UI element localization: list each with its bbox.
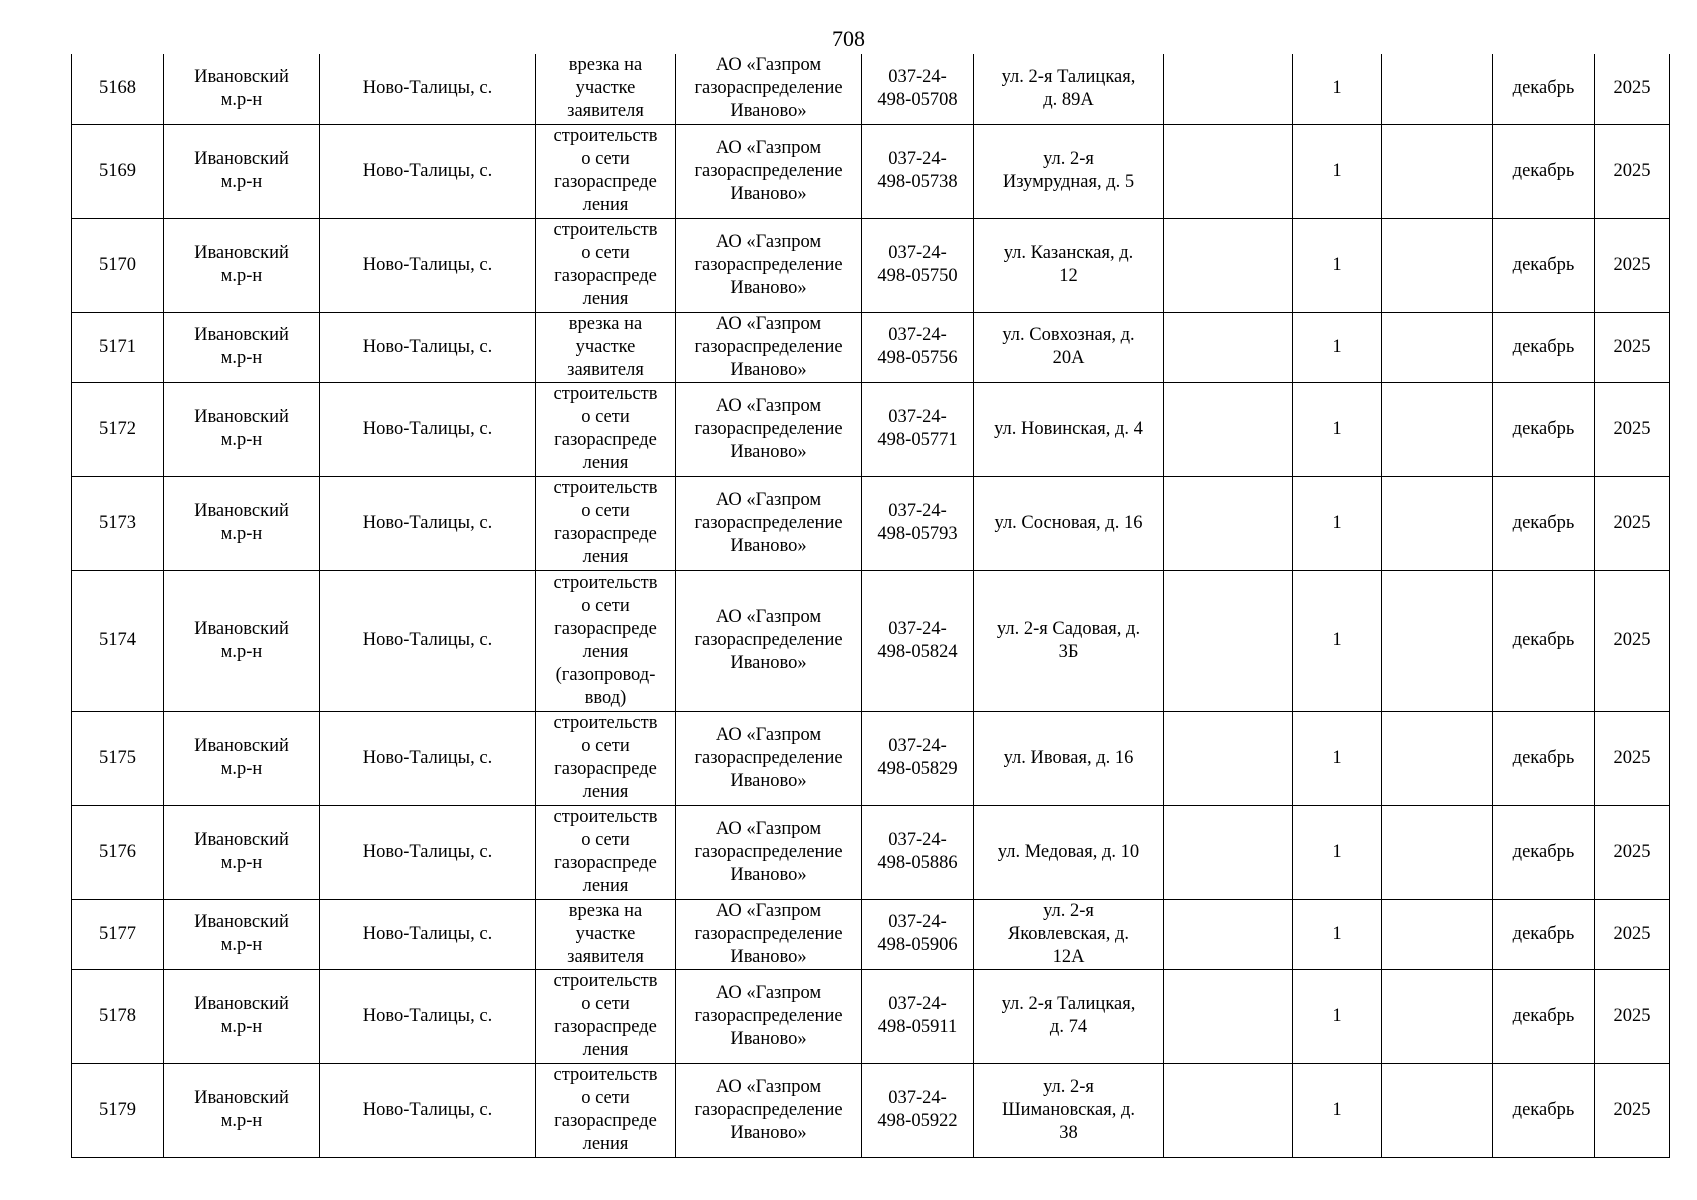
organization-cell: АО «Газпром газораспределение Иваново»	[676, 218, 862, 312]
quantity-cell: 1	[1293, 218, 1382, 312]
empty-cell	[1164, 54, 1293, 124]
work-type-cell: врезка на участке заявителя	[536, 312, 676, 382]
empty-cell	[1164, 124, 1293, 218]
month-cell: декабрь	[1493, 54, 1595, 124]
settlement-cell: Ново-Талицы, с.	[320, 570, 536, 711]
district-cell: Ивановский м.р-н	[164, 1063, 320, 1157]
empty-cell	[1382, 711, 1493, 805]
organization-cell: АО «Газпром газораспределение Иваново»	[676, 312, 862, 382]
address-cell: ул. 2-я Шимановская, д. 38	[974, 1063, 1164, 1157]
year-cell: 2025	[1595, 969, 1670, 1063]
address-cell: ул. Казанская, д. 12	[974, 218, 1164, 312]
quantity-cell: 1	[1293, 711, 1382, 805]
district-cell: Ивановский м.р-н	[164, 969, 320, 1063]
empty-cell	[1382, 805, 1493, 899]
district-cell: Ивановский м.р-н	[164, 218, 320, 312]
empty-cell	[1382, 124, 1493, 218]
month-cell: декабрь	[1493, 969, 1595, 1063]
row-number-cell: 5177	[72, 899, 164, 969]
quantity-cell: 1	[1293, 570, 1382, 711]
application-code-cell: 037-24- 498-05771	[862, 382, 974, 476]
settlement-cell: Ново-Талицы, с.	[320, 382, 536, 476]
quantity-cell: 1	[1293, 54, 1382, 124]
district-cell: Ивановский м.р-н	[164, 312, 320, 382]
work-type-cell: строительств о сети газораспреде ления	[536, 476, 676, 570]
settlement-cell: Ново-Талицы, с.	[320, 969, 536, 1063]
work-type-cell: врезка на участке заявителя	[536, 54, 676, 124]
organization-cell: АО «Газпром газораспределение Иваново»	[676, 969, 862, 1063]
district-cell: Ивановский м.р-н	[164, 711, 320, 805]
row-number-cell: 5179	[72, 1063, 164, 1157]
quantity-cell: 1	[1293, 382, 1382, 476]
year-cell: 2025	[1595, 570, 1670, 711]
month-cell: декабрь	[1493, 476, 1595, 570]
work-type-cell: строительств о сети газораспреде ления	[536, 969, 676, 1063]
work-type-cell: строительств о сети газораспреде ления (газопровод- ввод)	[536, 570, 676, 711]
organization-cell: АО «Газпром газораспределение Иваново»	[676, 476, 862, 570]
empty-cell	[1382, 570, 1493, 711]
address-cell: ул. 2-я Талицкая, д. 74	[974, 969, 1164, 1063]
year-cell: 2025	[1595, 54, 1670, 124]
application-code-cell: 037-24- 498-05750	[862, 218, 974, 312]
row-number-cell: 5175	[72, 711, 164, 805]
empty-cell	[1164, 218, 1293, 312]
row-number-cell: 5173	[72, 476, 164, 570]
registry-table	[71, 54, 1670, 1158]
month-cell: декабрь	[1493, 570, 1595, 711]
year-cell: 2025	[1595, 382, 1670, 476]
empty-cell	[1382, 969, 1493, 1063]
organization-cell: АО «Газпром газораспределение Иваново»	[676, 124, 862, 218]
empty-cell	[1382, 476, 1493, 570]
empty-cell	[1382, 312, 1493, 382]
application-code-cell: 037-24- 498-05922	[862, 1063, 974, 1157]
quantity-cell: 1	[1293, 312, 1382, 382]
row-number-cell: 5176	[72, 805, 164, 899]
month-cell: декабрь	[1493, 124, 1595, 218]
settlement-cell: Ново-Талицы, с.	[320, 218, 536, 312]
settlement-cell: Ново-Талицы, с.	[320, 312, 536, 382]
application-code-cell: 037-24- 498-05906	[862, 899, 974, 969]
row-number-cell: 5178	[72, 969, 164, 1063]
organization-cell: АО «Газпром газораспределение Иваново»	[676, 1063, 862, 1157]
empty-cell	[1164, 805, 1293, 899]
table-row	[72, 124, 1670, 218]
quantity-cell: 1	[1293, 899, 1382, 969]
district-cell: Ивановский м.р-н	[164, 54, 320, 124]
address-cell: ул. 2-я Изумрудная, д. 5	[974, 124, 1164, 218]
month-cell: декабрь	[1493, 711, 1595, 805]
row-number-cell: 5171	[72, 312, 164, 382]
empty-cell	[1164, 899, 1293, 969]
address-cell: ул. Новинская, д. 4	[974, 382, 1164, 476]
address-cell: ул. Ивовая, д. 16	[974, 711, 1164, 805]
table-row	[72, 312, 1670, 382]
address-cell: ул. Совхозная, д. 20А	[974, 312, 1164, 382]
row-number-cell: 5169	[72, 124, 164, 218]
application-code-cell: 037-24- 498-05829	[862, 711, 974, 805]
year-cell: 2025	[1595, 805, 1670, 899]
year-cell: 2025	[1595, 124, 1670, 218]
work-type-cell: строительств о сети газораспреде ления	[536, 1063, 676, 1157]
table-row	[72, 218, 1670, 312]
work-type-cell: строительств о сети газораспреде ления	[536, 124, 676, 218]
organization-cell: АО «Газпром газораспределение Иваново»	[676, 711, 862, 805]
year-cell: 2025	[1595, 1063, 1670, 1157]
empty-cell	[1382, 1063, 1493, 1157]
district-cell: Ивановский м.р-н	[164, 476, 320, 570]
organization-cell: АО «Газпром газораспределение Иваново»	[676, 382, 862, 476]
address-cell: ул. Медовая, д. 10	[974, 805, 1164, 899]
work-type-cell: строительств о сети газораспреде ления	[536, 711, 676, 805]
table-row	[72, 1063, 1670, 1157]
district-cell: Ивановский м.р-н	[164, 382, 320, 476]
year-cell: 2025	[1595, 476, 1670, 570]
table-row	[72, 476, 1670, 570]
district-cell: Ивановский м.р-н	[164, 899, 320, 969]
year-cell: 2025	[1595, 312, 1670, 382]
row-number-cell: 5172	[72, 382, 164, 476]
district-cell: Ивановский м.р-н	[164, 124, 320, 218]
settlement-cell: Ново-Талицы, с.	[320, 805, 536, 899]
quantity-cell: 1	[1293, 124, 1382, 218]
district-cell: Ивановский м.р-н	[164, 570, 320, 711]
work-type-cell: строительств о сети газораспреде ления	[536, 382, 676, 476]
application-code-cell: 037-24- 498-05708	[862, 54, 974, 124]
empty-cell	[1164, 969, 1293, 1063]
address-cell: ул. 2-я Яковлевская, д. 12А	[974, 899, 1164, 969]
year-cell: 2025	[1595, 711, 1670, 805]
work-type-cell: врезка на участке заявителя	[536, 899, 676, 969]
address-cell: ул. Сосновая, д. 16	[974, 476, 1164, 570]
row-number-cell: 5174	[72, 570, 164, 711]
empty-cell	[1382, 382, 1493, 476]
row-number-cell: 5170	[72, 218, 164, 312]
row-number-cell: 5168	[72, 54, 164, 124]
table-row	[72, 969, 1670, 1063]
month-cell: декабрь	[1493, 382, 1595, 476]
empty-cell	[1164, 570, 1293, 711]
year-cell: 2025	[1595, 899, 1670, 969]
empty-cell	[1164, 476, 1293, 570]
month-cell: декабрь	[1493, 1063, 1595, 1157]
table-row	[72, 54, 1670, 124]
empty-cell	[1164, 1063, 1293, 1157]
work-type-cell: строительств о сети газораспреде ления	[536, 218, 676, 312]
page-number: 708	[832, 26, 865, 51]
quantity-cell: 1	[1293, 969, 1382, 1063]
empty-cell	[1164, 711, 1293, 805]
quantity-cell: 1	[1293, 805, 1382, 899]
organization-cell: АО «Газпром газораспределение Иваново»	[676, 899, 862, 969]
application-code-cell: 037-24- 498-05911	[862, 969, 974, 1063]
application-code-cell: 037-24- 498-05756	[862, 312, 974, 382]
table-row	[72, 805, 1670, 899]
empty-cell	[1382, 899, 1493, 969]
empty-cell	[1164, 382, 1293, 476]
empty-cell	[1164, 312, 1293, 382]
year-cell: 2025	[1595, 218, 1670, 312]
empty-cell	[1382, 218, 1493, 312]
work-type-cell: строительств о сети газораспреде ления	[536, 805, 676, 899]
quantity-cell: 1	[1293, 1063, 1382, 1157]
table-row	[72, 382, 1670, 476]
settlement-cell: Ново-Талицы, с.	[320, 124, 536, 218]
settlement-cell: Ново-Талицы, с.	[320, 476, 536, 570]
table-row	[72, 899, 1670, 969]
month-cell: декабрь	[1493, 312, 1595, 382]
settlement-cell: Ново-Талицы, с.	[320, 899, 536, 969]
application-code-cell: 037-24- 498-05738	[862, 124, 974, 218]
district-cell: Ивановский м.р-н	[164, 805, 320, 899]
organization-cell: АО «Газпром газораспределение Иваново»	[676, 54, 862, 124]
settlement-cell: Ново-Талицы, с.	[320, 54, 536, 124]
month-cell: декабрь	[1493, 218, 1595, 312]
application-code-cell: 037-24- 498-05793	[862, 476, 974, 570]
table-row	[72, 570, 1670, 711]
application-code-cell: 037-24- 498-05824	[862, 570, 974, 711]
empty-cell	[1382, 54, 1493, 124]
address-cell: ул. 2-я Садовая, д. 3Б	[974, 570, 1164, 711]
address-cell: ул. 2-я Талицкая, д. 89А	[974, 54, 1164, 124]
application-code-cell: 037-24- 498-05886	[862, 805, 974, 899]
settlement-cell: Ново-Талицы, с.	[320, 711, 536, 805]
organization-cell: АО «Газпром газораспределение Иваново»	[676, 805, 862, 899]
organization-cell: АО «Газпром газораспределение Иваново»	[676, 570, 862, 711]
settlement-cell: Ново-Талицы, с.	[320, 1063, 536, 1157]
quantity-cell: 1	[1293, 476, 1382, 570]
month-cell: декабрь	[1493, 899, 1595, 969]
table-row	[72, 711, 1670, 805]
month-cell: декабрь	[1493, 805, 1595, 899]
